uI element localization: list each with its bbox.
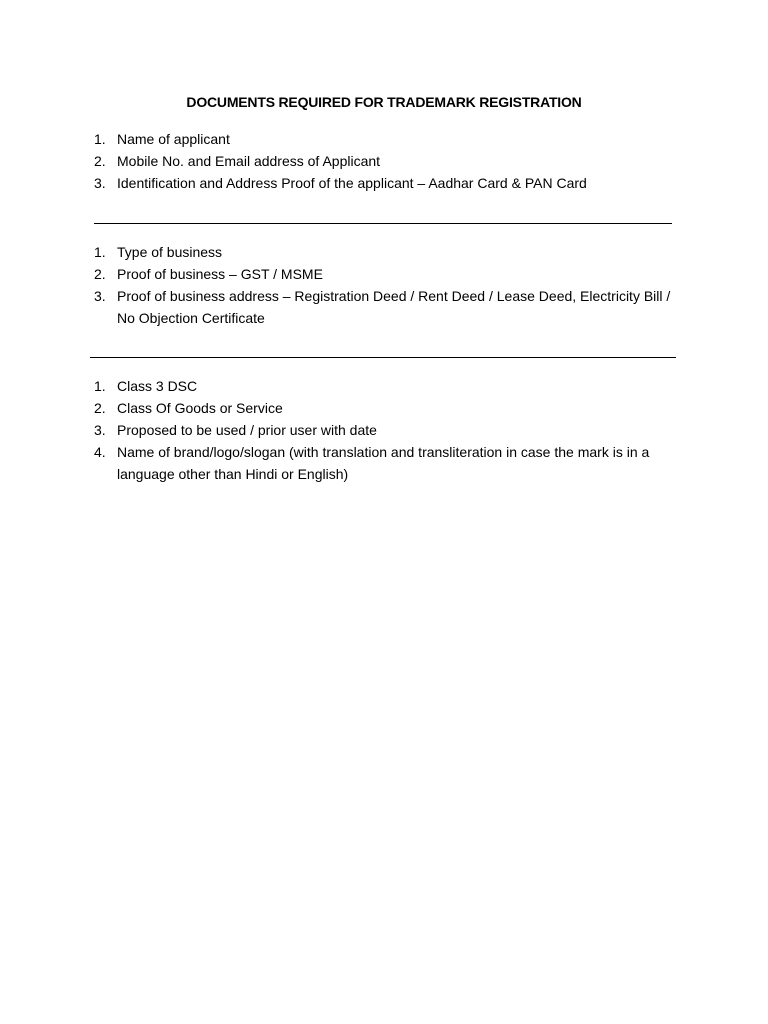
list-item-number: 1. [94,378,106,394]
list-item [0,285,682,329]
list-item [0,419,682,441]
list-item-text: Name of applicant [117,131,230,147]
list-item [0,241,682,263]
list-item-number: 1. [94,244,106,260]
applicant-documents-list [0,128,682,194]
list-item [0,375,682,397]
list-item-number: 1. [94,131,106,147]
list-item-number: 2. [94,266,106,282]
list-item [0,150,682,172]
list-item-number: 2. [94,400,106,416]
list-item-text: Proposed to be used / prior user with date [117,422,377,438]
list-item-number: 3. [94,288,106,304]
business-documents-list [0,241,682,329]
list-item-text: Mobile No. and Email address of Applicant [117,153,381,169]
list-item-text: Name of brand/logo/slogan (with translation and transliteration in case the mark is in a language other than Hindi or English) [117,444,650,482]
list-item [0,441,682,485]
list-item-text: Class Of Goods or Service [117,400,283,416]
list-item [0,128,682,150]
document-title: DOCUMENTS REQUIRED FOR TRADEMARK REGISTRATION [186,94,582,110]
list-item-number: 3. [94,422,106,438]
list-item [0,397,682,419]
list-item-number: 3. [94,175,106,191]
list-item-number: 2. [94,153,106,169]
list-item [0,172,682,194]
list-item-text: Type of business [117,244,223,260]
section-divider [90,357,676,358]
list-item-text: Proof of business – GST / MSME [117,266,323,282]
list-item [0,263,682,285]
trademark-details-list [0,375,682,485]
list-item-text: Class 3 DSC [117,378,198,394]
list-item-text: Identification and Address Proof of the applicant – Aadhar Card & PAN Card [117,175,587,191]
section-divider [94,223,672,224]
list-item-number: 4. [94,444,106,460]
list-item-text: Proof of business address – Registration Deed / Rent Deed / Lease Deed, Electricity Bill / No Objection Certificate [117,288,671,326]
